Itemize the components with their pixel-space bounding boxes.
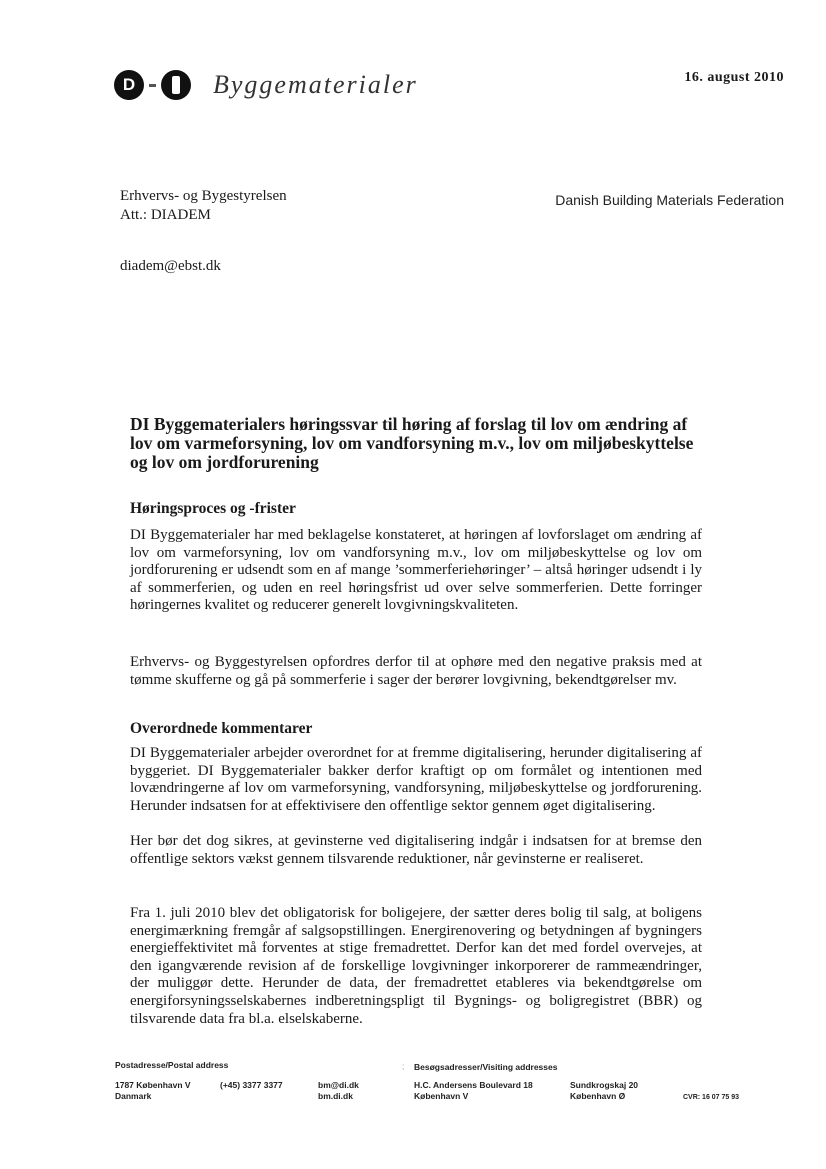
footer-visit2-city: København Ø xyxy=(570,1091,626,1101)
paragraph: Her bør det dog sikres, at gevinsterne ved digitalisering indgår i indsatsen for at bremse den offentlige sektors vækst gennem tilsvarende reduktioner, når gevinsterne er realiseret. xyxy=(130,833,702,867)
paragraph: Erhvervs- og Byggestyrelsen opfordres derfor til at ophøre med den negative praksis med at tømme skufferne og gå på sommerferie i sager der berører lovgivning, bekendtgørelser mv. xyxy=(130,654,702,688)
footer-cvr: CVR: 16 07 75 93 xyxy=(683,1094,740,1101)
recipient-block xyxy=(120,187,287,225)
footer-postal-city: 1787 København V xyxy=(115,1080,191,1090)
letter-title: DI Byggematerialers høringssvar til høring af forslag til lov om ændring af lov om varmeforsyning, lov om vandforsyning m.v., lov om miljøbeskyttelse og lov om jordforurening xyxy=(130,414,694,472)
di-logo-mark xyxy=(114,70,191,100)
logo-dot-icon xyxy=(148,81,157,90)
paragraph: DI Byggematerialer har med beklagelse konstateret, at høringen af lovforslaget om ændring af lov om varmeforsyning, lov om vandforsyning m.v., lov om miljøbeskyttelse og lov om jordforurening er udsendt som en af mange ’sommerferiehøringer’ – altså høringer udsendt i ly af sommerferien, og uden en reel høringsfrist ud over selve sommerferien. Dette forringer høringernes kvalitet og reducerer generelt lovgivningskvaliteten. xyxy=(130,527,702,614)
footer-visit1-city: København V xyxy=(414,1091,469,1101)
footer-contact xyxy=(318,1080,359,1102)
recipient-attention: Att.: DIADEM xyxy=(120,207,211,223)
footer-visit2 xyxy=(570,1080,638,1102)
footer-postal-address xyxy=(115,1080,191,1102)
footer-phone: (+45) 3377 3377 xyxy=(220,1080,283,1090)
footer-email: bm@di.dk xyxy=(318,1080,359,1090)
paragraph: DI Byggematerialer arbejder overordnet for at fremme digitalisering, herunder digitalisering af byggeriet. DI Byggematerialer bakker derfor kraftigt op om formålet og intentionen med lovændringerne af lov om varmeforsyning, vandforsyning, miljøbeskyttelse og jordforurening. Herunder indsatsen for at effektivisere den offentlige sektor gennem øget digitalisering. xyxy=(130,745,702,814)
footer-visit2-street: Sundkrogskaj 20 xyxy=(570,1080,639,1090)
footer-separator: ; xyxy=(402,1062,405,1071)
section-heading-hoeringsproces: Høringsproces og -frister xyxy=(130,500,296,517)
footer-visit1 xyxy=(414,1080,533,1102)
recipient-name: Erhvervs- og Bygestyrelsen xyxy=(120,188,287,204)
recipient-email: diadem@ebst.dk xyxy=(120,258,221,274)
footer-web: bm.di.dk xyxy=(318,1091,353,1101)
di-logo xyxy=(114,70,418,100)
footer-visit1-street: H.C. Andersens Boulevard 18 xyxy=(414,1080,533,1090)
federation-name: Danish Building Materials Federation xyxy=(555,192,784,208)
paragraph: Fra 1. juli 2010 blev det obligatorisk for boligejere, der sætter deres bolig til salg, at boligens energimærkning fremgår af salgsopstillingen. Energirenovering og betydningen af bygningers energieffektivitet må forventes at stige fremadrettet. Derfor kan det med fordel overvejes, at den igangværende revision af de forskellige lovgivninger inkorporerer de rammeændringer, der muliggør dette. Herunder de data, der fremadrettet etableres via bekendtgørelse om energiforsyningsselskabernes indberetningspligt til Bygnings- og boligregistret (BBR) og tilsvarende data fra bl.a. elselskaberne. xyxy=(130,905,702,1027)
logo-d-icon: D xyxy=(114,70,144,100)
footer-postal-label: Postadresse/Postal address xyxy=(115,1060,229,1070)
logo-text: Byggematerialer xyxy=(213,70,418,99)
footer-postal-country: Danmark xyxy=(115,1091,152,1101)
letter-date: 16. august 2010 xyxy=(684,70,784,85)
footer-visiting-label: Besøgsadresser/Visiting addresses xyxy=(414,1062,558,1072)
logo-i-icon xyxy=(161,70,191,100)
section-heading-overordnede: Overordnede kommentarer xyxy=(130,720,313,737)
